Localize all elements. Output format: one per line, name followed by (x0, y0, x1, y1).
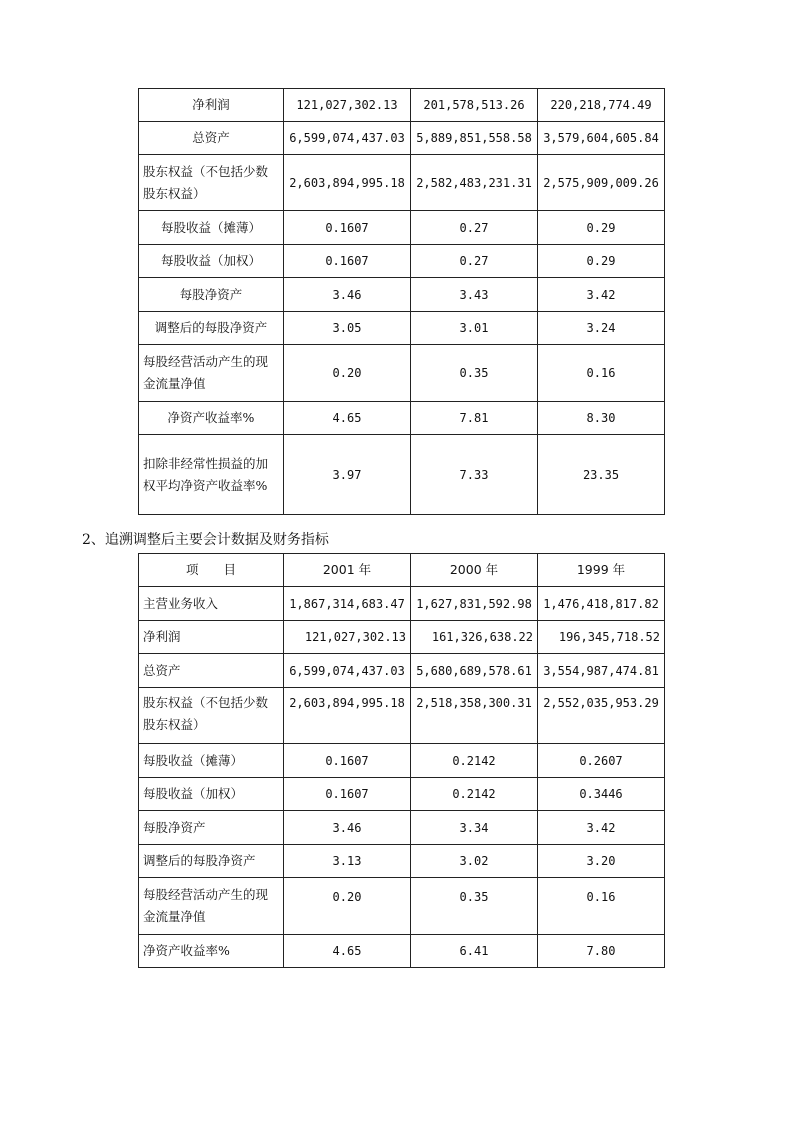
cell-value: 3.43 (411, 278, 538, 312)
table-row (139, 688, 665, 744)
cell-value: 5,680,689,578.61 (411, 654, 538, 688)
financial-table-original (138, 88, 665, 515)
cell-value: 2,603,894,995.18 (284, 688, 411, 744)
row-label: 扣除非经常性损益的加权平均净资产收益率% (139, 435, 284, 515)
row-label: 股东权益（不包括少数股东权益） (139, 155, 284, 211)
row-label: 总资产 (139, 122, 284, 155)
cell-value: 0.2142 (411, 744, 538, 778)
cell-value: 0.1607 (284, 211, 411, 245)
table-row (139, 312, 665, 345)
row-label: 主营业务收入 (139, 587, 284, 621)
table-row (139, 122, 665, 155)
cell-value: 3.02 (411, 845, 538, 878)
cell-value: 201,578,513.26 (411, 89, 538, 122)
table-row (139, 935, 665, 968)
cell-value: 0.16 (538, 345, 665, 402)
cell-value: 0.35 (411, 878, 538, 935)
cell-value: 0.29 (538, 211, 665, 245)
cell-value: 0.3446 (538, 778, 665, 811)
cell-value: 0.29 (538, 245, 665, 278)
section-heading: 2、追溯调整后主要会计数据及财务指标 (82, 532, 329, 548)
table-row (139, 245, 665, 278)
row-label: 净资产收益率% (139, 935, 284, 968)
cell-value: 4.65 (284, 402, 411, 435)
cell-value: 2,582,483,231.31 (411, 155, 538, 211)
cell-value: 2,552,035,953.29 (538, 688, 665, 744)
row-label: 每股净资产 (139, 811, 284, 845)
cell-value: 3.13 (284, 845, 411, 878)
cell-value: 0.2142 (411, 778, 538, 811)
row-label: 每股经营活动产生的现金流量净值 (139, 878, 284, 935)
cell-value: 2,603,894,995.18 (284, 155, 411, 211)
table-row (139, 211, 665, 245)
cell-value: 6.41 (411, 935, 538, 968)
row-label: 净利润 (139, 621, 284, 654)
column-header: 项 目 (139, 554, 284, 587)
cell-value: 0.1607 (284, 744, 411, 778)
cell-value: 3.42 (538, 278, 665, 312)
cell-value: 6,599,074,437.03 (284, 654, 411, 688)
table-row (139, 89, 665, 122)
row-label: 净利润 (139, 89, 284, 122)
row-label: 总资产 (139, 654, 284, 688)
column-header: 2001 年 (284, 554, 411, 587)
cell-value: 0.1607 (284, 778, 411, 811)
cell-value: 3.01 (411, 312, 538, 345)
cell-value: 6,599,074,437.03 (284, 122, 411, 155)
table-row (139, 587, 665, 621)
cell-value: 4.65 (284, 935, 411, 968)
table-row (139, 845, 665, 878)
table-row (139, 878, 665, 935)
cell-value: 3.42 (538, 811, 665, 845)
cell-value: 1,867,314,683.47 (284, 587, 411, 621)
cell-value: 7.81 (411, 402, 538, 435)
cell-value: 2,575,909,009.26 (538, 155, 665, 211)
cell-value: 0.20 (284, 878, 411, 935)
row-label: 每股收益（加权） (139, 245, 284, 278)
row-label: 调整后的每股净资产 (139, 845, 284, 878)
row-label: 股东权益（不包括少数股东权益） (139, 688, 284, 744)
row-label: 每股收益（摊薄） (139, 744, 284, 778)
row-label: 每股收益（摊薄） (139, 211, 284, 245)
table-row (139, 811, 665, 845)
cell-value: 0.27 (411, 245, 538, 278)
column-header: 2000 年 (411, 554, 538, 587)
cell-value: 0.1607 (284, 245, 411, 278)
cell-value: 3,554,987,474.81 (538, 654, 665, 688)
cell-value: 8.30 (538, 402, 665, 435)
table-row (139, 155, 665, 211)
cell-value: 0.2607 (538, 744, 665, 778)
table-row (139, 278, 665, 312)
cell-value: 121,027,302.13 (284, 89, 411, 122)
cell-value: 3.05 (284, 312, 411, 345)
financial-table-restated (138, 553, 665, 968)
table-row (139, 621, 665, 654)
cell-value: 7.33 (411, 435, 538, 515)
cell-value: 0.20 (284, 345, 411, 402)
cell-value: 3.34 (411, 811, 538, 845)
cell-value: 1,476,418,817.82 (538, 587, 665, 621)
cell-value: 0.27 (411, 211, 538, 245)
cell-value: 3.46 (284, 278, 411, 312)
cell-value: 1,627,831,592.98 (411, 587, 538, 621)
cell-value: 3.20 (538, 845, 665, 878)
cell-value: 3,579,604,605.84 (538, 122, 665, 155)
table-row (139, 402, 665, 435)
row-label: 每股净资产 (139, 278, 284, 312)
cell-value: 196,345,718.52 (538, 621, 665, 654)
cell-value: 161,326,638.22 (411, 621, 538, 654)
cell-value: 7.80 (538, 935, 665, 968)
row-label: 调整后的每股净资产 (139, 312, 284, 345)
cell-value: 23.35 (538, 435, 665, 515)
table-header-row (139, 554, 665, 587)
cell-value: 5,889,851,558.58 (411, 122, 538, 155)
table-row (139, 654, 665, 688)
row-label: 每股经营活动产生的现金流量净值 (139, 345, 284, 402)
cell-value: 3.24 (538, 312, 665, 345)
cell-value: 0.35 (411, 345, 538, 402)
cell-value: 0.16 (538, 878, 665, 935)
row-label: 每股收益（加权） (139, 778, 284, 811)
cell-value: 121,027,302.13 (284, 621, 411, 654)
cell-value: 2,518,358,300.31 (411, 688, 538, 744)
cell-value: 220,218,774.49 (538, 89, 665, 122)
cell-value: 3.97 (284, 435, 411, 515)
table-row (139, 435, 665, 515)
table-row (139, 345, 665, 402)
row-label: 净资产收益率% (139, 402, 284, 435)
cell-value: 3.46 (284, 811, 411, 845)
table-row (139, 778, 665, 811)
column-header: 1999 年 (538, 554, 665, 587)
table-row (139, 744, 665, 778)
